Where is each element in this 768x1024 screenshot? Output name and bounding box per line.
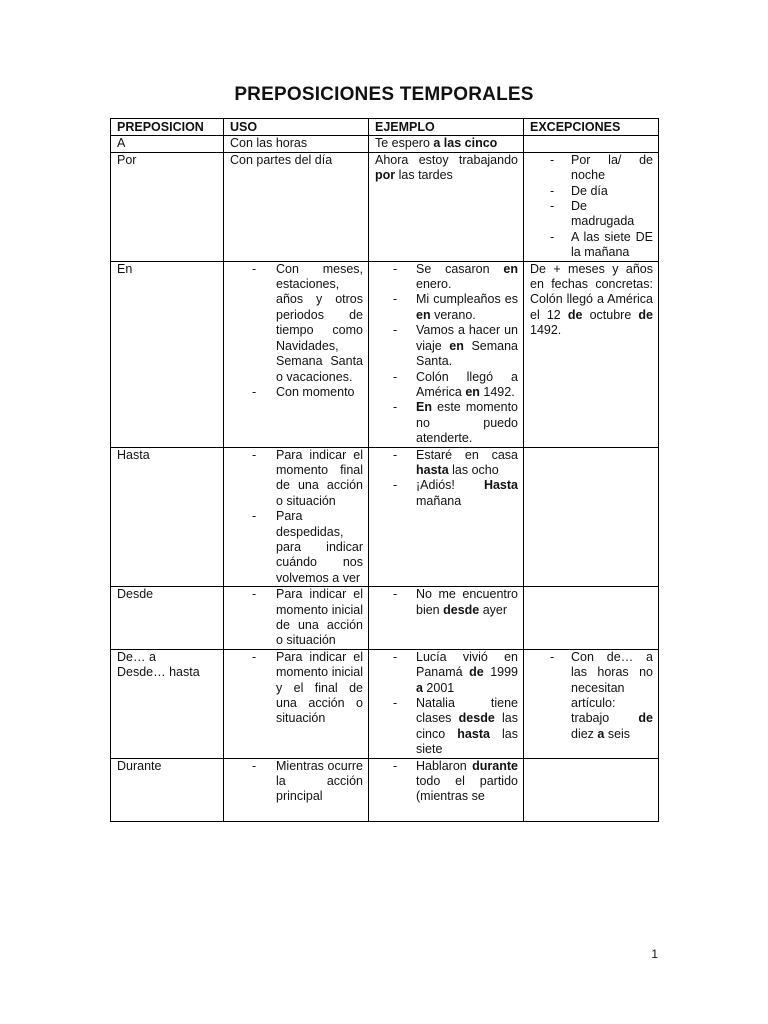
list-item: - Con meses, estaciones, años y otros periodos de tiempo como Navidades, Semana Santa o vacaciones. bbox=[230, 262, 363, 385]
header-ejemplo: EJEMPLO bbox=[369, 119, 524, 136]
prepositions-table bbox=[110, 118, 659, 822]
prep-cell: Desde bbox=[111, 587, 224, 650]
uso-cell bbox=[224, 447, 369, 587]
ejemplo-cell bbox=[369, 447, 524, 587]
uso-cell bbox=[224, 261, 369, 447]
list-item: - Lucía vivió en Panamá de 1999 a 2001 bbox=[375, 650, 518, 696]
header-preposicion: PREPOSICION bbox=[111, 119, 224, 136]
list-item: - Mi cumpleaños es en verano. bbox=[375, 292, 518, 323]
ejemplo-cell bbox=[369, 261, 524, 447]
list-item: - Se casaron en enero. bbox=[375, 262, 518, 293]
ejemplo-text: Te espero bbox=[375, 136, 434, 151]
ejemplo-cell bbox=[369, 136, 524, 152]
ejemplo-cell bbox=[369, 587, 524, 650]
list-item: - Hablaron durante todo el partido (mientras se bbox=[375, 759, 518, 805]
ejemplo-cell: Ahora estoy trabajando por las tardes bbox=[369, 152, 524, 261]
table-row-por bbox=[111, 152, 659, 261]
excepciones-cell bbox=[524, 758, 659, 821]
list-item: - Natalia tiene clases desde las cinco hasta las siete bbox=[375, 696, 518, 758]
ejemplo-cell bbox=[369, 649, 524, 758]
list-item: - Para indicar el momento inicial de una acción o situación bbox=[230, 587, 363, 649]
list-item: - Para indicar el momento inicial y el final de una acción o situación bbox=[230, 650, 363, 727]
uso-cell bbox=[224, 587, 369, 650]
table-row-hasta bbox=[111, 447, 659, 587]
list-item: - Con momento bbox=[230, 385, 363, 400]
list-item: - Por la/ de noche bbox=[530, 153, 653, 184]
excepciones-cell bbox=[524, 587, 659, 650]
uso-cell bbox=[224, 758, 369, 821]
table-bottom-border bbox=[111, 821, 659, 822]
list-item: - No me encuentro bien desde ayer bbox=[375, 587, 518, 618]
ejemplo-bold: a las cinco bbox=[433, 136, 498, 151]
list-item: - Mientras ocurre la acción principal bbox=[230, 759, 363, 805]
excepciones-cell bbox=[524, 649, 659, 758]
page-number: 1 bbox=[651, 947, 658, 961]
list-item: - ¡Adiós! Hasta mañana bbox=[375, 478, 518, 509]
list-item: - Vamos a hacer un viaje en Semana Santa. bbox=[375, 323, 518, 369]
table-row-en bbox=[111, 261, 659, 447]
prep-cell: Por bbox=[111, 152, 224, 261]
list-item: - Para despedidas, para indicar cuándo nos volvemos a ver bbox=[230, 509, 363, 586]
list-item: - De madrugada bbox=[530, 199, 653, 230]
uso-cell: Con partes del día bbox=[224, 152, 369, 261]
table-row-desde bbox=[111, 587, 659, 650]
excepciones-cell: De + meses y años en fechas concretas: Colón llegó a América el 12 de octubre de 1492. bbox=[524, 261, 659, 447]
excepciones-cell bbox=[524, 447, 659, 587]
list-item: - En este momento no puedo atenderte. bbox=[375, 400, 518, 446]
prep-cell: Durante bbox=[111, 758, 224, 821]
prep-cell: Hasta bbox=[111, 447, 224, 587]
list-item: - A las siete DE la mañana bbox=[530, 230, 653, 261]
prep-cell: A bbox=[111, 136, 224, 152]
excepciones-cell bbox=[524, 152, 659, 261]
list-item: - Estaré en casa hasta las ocho bbox=[375, 448, 518, 479]
uso-cell bbox=[224, 649, 369, 758]
table-row-a bbox=[111, 136, 659, 152]
list-item: - Para indicar el momento final de una acción o situación bbox=[230, 448, 363, 510]
header-excepciones: EXCEPCIONES bbox=[524, 119, 659, 136]
uso-cell: Con las horas bbox=[224, 136, 369, 152]
table-header-row bbox=[111, 119, 659, 136]
header-uso: USO bbox=[224, 119, 369, 136]
table-row-durante bbox=[111, 758, 659, 821]
ejemplo-cell bbox=[369, 758, 524, 821]
prep-cell: De… a Desde… hasta bbox=[111, 649, 224, 758]
excepciones-cell bbox=[524, 136, 659, 152]
list-item: - Colón llegó a América en 1492. bbox=[375, 370, 518, 401]
prep-cell: En bbox=[111, 261, 224, 447]
page-title: PREPOSICIONES TEMPORALES bbox=[234, 84, 534, 105]
table-row-de-a bbox=[111, 649, 659, 758]
list-item: - De día bbox=[530, 184, 653, 199]
list-item: - Con de… a las horas no necesitan artículo: trabajo de diez a seis bbox=[530, 650, 653, 742]
